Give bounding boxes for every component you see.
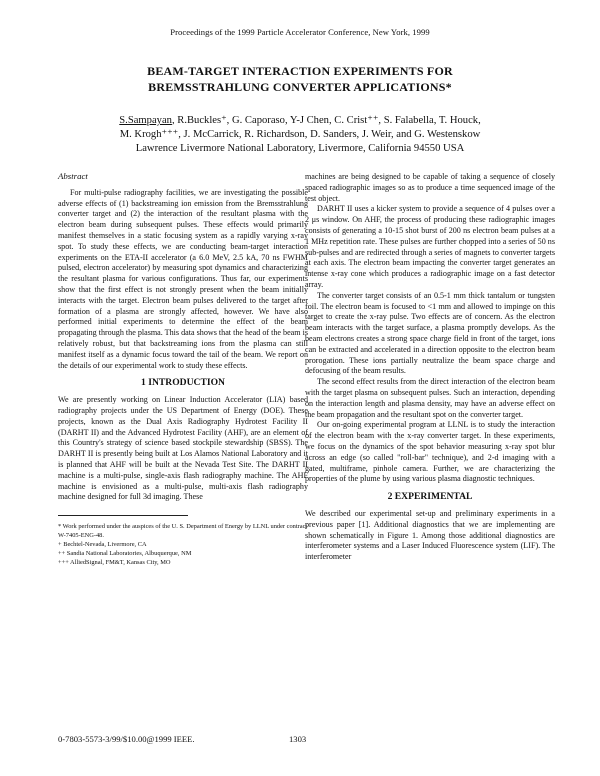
paper-title — [60, 63, 540, 95]
title-line-2: BREMSSTRAHLUNG CONVERTER APPLICATIONS* — [148, 80, 452, 94]
right-paragraph-2: DARHT II uses a kicker system to provide a sequence of 4 pulses over a 2 μs window. On AHF, the process of producing these radiographic images consists of generating a 10-15 shot burst of 200 ns electron beam pulses at a 1 MHz repetition rate. These pulses are further chopped into a series of 50 ns sub-pulses and are redirected through a series of magnets to converter targets at each axis. The electron beam impacting the converter target generates an intense x-ray cone which produces a radiographic image on a fast detector array. — [305, 204, 555, 289]
author-line-1 — [70, 114, 530, 128]
abstract-heading: Abstract — [58, 171, 88, 181]
running-head: Proceedings of the 1999 Particle Accelerator Conference, New York, 1999 — [170, 27, 430, 37]
section-1-text: We are presently working on Linear Induction Accelerator (LIA) based radiography projects under the US Department of Energy (DOE). These projects, known as the Dual Axis Radiography Hydrotest Facility II (DARHT II) and the Advanced Hydrotest Facility (AHF), are an element of this Country's strategy of science based stockpile stewardship (SBSS). The DARHT II is presently being built at Los Alamos National Laboratory and it is planned that AHF will be built at the Nevada Test Site. The DARHT II machine is a multi-pulse, single-axis flash radiography machine. The AHF machine is envisioned as a multi-pulse, multi-axis flash radiography machine designed for full 3d imaging. These — [58, 395, 308, 502]
right-paragraph-3: The converter target consists of an 0.5-1 mm thick tantalum or tungsten foil. The electron beam is focused to <1 mm and allowed to impinge on this target to create the x-ray pulse. Two effects are of concern. As the electron beam interacts with the target surface, a plasma promptly develops. As the beam electrons creates a strong space charge field in front of the target, ions can be extracted and accelerated in a direction opposite to the electron beam prorogation. These ions partially neutralize the beam space charge and defocusing of the beam results. — [305, 290, 555, 376]
right-paragraph-4: The second effect results from the direct interaction of the electron beam with the target plasma on subsequent pulses. Such an interaction, depending on the interaction length and plasma density, may have an adverse effect on the beam propagation and the resultant spot on the converter target. — [305, 377, 555, 419]
author-block — [70, 114, 530, 156]
right-column — [305, 172, 555, 563]
section-1-heading: 1 INTRODUCTION — [141, 377, 225, 389]
title-line-1: BEAM-TARGET INTERACTION EXPERIMENTS FOR — [147, 64, 453, 78]
section-2-heading: 2 EXPERIMENTAL — [387, 491, 473, 503]
right-paragraph-1: machines are being designed to be capable of taking a sequence of closely spaced radiographic images so as to produce a time sequenced image of the test object. — [305, 172, 555, 203]
section-2-text: We described our experimental set-up and preliminary experiments in a previous paper [1]. Additional diagnostics that we are implementing are shown schematically in Figure 1. Among those additional diagnostics are interferometer systems and a Laser Induced Fluorescence system (LIF). The interferometer — [305, 508, 555, 562]
footnote-4: +++ AlliedSignal, FM&T, Kansas City, MO — [58, 559, 171, 567]
right-paragraph-5: Our on-going experimental program at LLNL is to study the interaction of the electron beam with the x-ray converter target. In these experiments, we focus on the dynamics of the spot behavior measuring x-ray spot blur across an edge (so called "roll-bar" technique), and 2-d imaging with a gated, multiframe, pinhole camera. Further, we are characterizing the properties of the plume by using various plasma diagnostic techniques. — [305, 420, 555, 484]
footnote-2: + Bechtel-Nevada, Livermore, CA — [58, 541, 147, 549]
author-line-2: M. Krogh⁺⁺⁺, J. McCarrick, R. Richardson, D. Sanders, J. Weir, and G. Westenskow — [119, 129, 481, 140]
footnote-1: * Work performed under the auspices of the U. S. Department of Energy by LLNL under contract W-7405-ENG-48. — [58, 523, 308, 540]
footnotes — [58, 522, 308, 567]
abstract-text: For multi-pulse radiography facilities, we are investigating the possible adverse effects of (1) backstreaming ion emission from the Bremsstrahlung converter target and (2) the interaction of the resultant plasma with the electron beam during subsequent pulses. These effects would primarily manifest themselves in a static focusing system as a rapidly varying x-ray spot. To study these effects, we are conducting beam-target interaction experiments on the ETA-II accelerator (a 6.0 MeV, 2.5 kA, 70 ns FWHM pulsed, electron accelerator) by measuring spot dynamics and characterizing the resultant plasma for various configurations. Thus far, our experiments show that the first effect is not strongly present when the beam initially interacts with the target. Electron beam pulses delivered to the target after formation of a plasma are strongly affected, however. We have also performed initial experiments to determine the effect of the beam propagating through the plasma. This data shows that the head of the beam is relatively robust, but that backstreaming ions from the plasma can still manifest itself as a dynamic focus toward the tail of the beam. We report on the details of our experimental work to study these effects. — [58, 187, 308, 370]
page-number: 1303 — [289, 734, 307, 744]
author-line-1-rest: , R.Buckles⁺, G. Caporaso, Y-J Chen, C. Crist⁺⁺, S. Falabella, T. Houck, — [171, 115, 481, 126]
affiliation: Lawrence Livermore National Laboratory, Livermore, California 94550 USA — [135, 143, 465, 154]
footnote-3: ++ Sandia National Laboratories, Albuquerque, NM — [58, 550, 192, 558]
left-column — [58, 171, 308, 567]
footnote-rule — [58, 515, 188, 516]
lead-author: S.Sampayan — [119, 115, 172, 126]
copyright-isbn: 0-7803-5573-3/99/$10.00@1999 IEEE. — [58, 734, 195, 744]
